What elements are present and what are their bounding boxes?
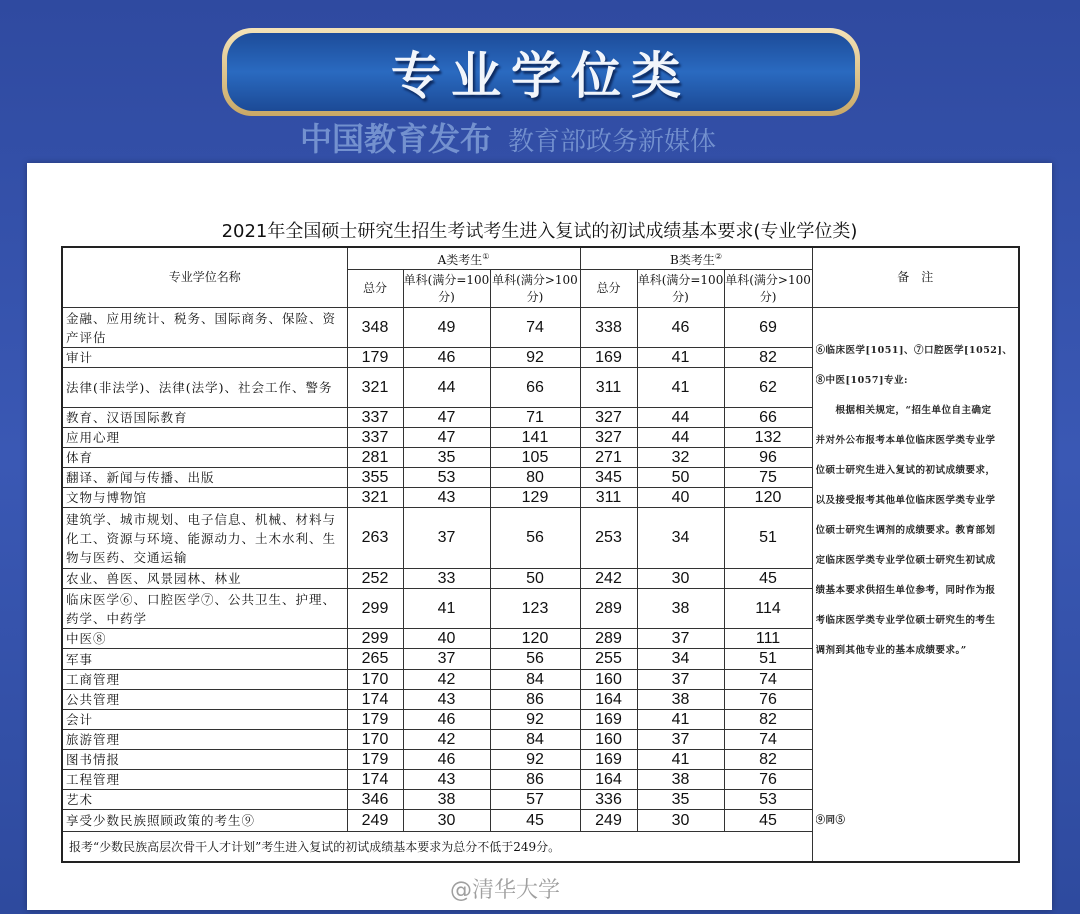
score-b-1: 30 bbox=[637, 810, 724, 832]
score-b-2: 45 bbox=[724, 569, 812, 589]
remark-line: 定临床医学类专业学位硕士研究生初试成 bbox=[815, 555, 996, 566]
degree-name: 文物与博物馆 bbox=[62, 488, 347, 508]
score-b-2: 62 bbox=[724, 368, 812, 408]
remark-cell bbox=[812, 308, 1019, 862]
score-a-2: 84 bbox=[490, 730, 580, 750]
score-b-0: 255 bbox=[580, 649, 637, 670]
score-b-0: 169 bbox=[580, 348, 637, 368]
score-a-2: 86 bbox=[490, 690, 580, 710]
weibo-watermark: @清华大学 bbox=[450, 878, 561, 903]
header-group-a: A类考生① bbox=[347, 247, 580, 270]
score-b-2: 120 bbox=[724, 488, 812, 508]
document-paper bbox=[27, 163, 1052, 910]
score-a-2: 56 bbox=[490, 649, 580, 670]
degree-name: 旅游管理 bbox=[62, 730, 347, 750]
header-b-total: 总分 bbox=[580, 270, 637, 308]
score-a-1: 38 bbox=[403, 790, 490, 810]
score-b-2: 69 bbox=[724, 308, 812, 348]
score-b-2: 82 bbox=[724, 348, 812, 368]
score-b-0: 160 bbox=[580, 670, 637, 690]
score-b-2: 45 bbox=[724, 810, 812, 832]
score-a-1: 46 bbox=[403, 750, 490, 770]
score-a-0: 252 bbox=[347, 569, 403, 589]
score-a-0: 179 bbox=[347, 710, 403, 730]
header-b-single-100: 单科(满分=100分) bbox=[637, 270, 724, 308]
score-a-1: 42 bbox=[403, 670, 490, 690]
remark-line: 考临床医学类专业学位硕士研究生的考生 bbox=[815, 615, 996, 626]
score-b-1: 41 bbox=[637, 710, 724, 730]
score-a-0: 174 bbox=[347, 690, 403, 710]
score-a-1: 40 bbox=[403, 629, 490, 649]
score-a-0: 170 bbox=[347, 670, 403, 690]
score-b-1: 41 bbox=[637, 750, 724, 770]
score-b-0: 249 bbox=[580, 810, 637, 832]
score-b-2: 51 bbox=[724, 649, 812, 670]
score-a-0: 263 bbox=[347, 508, 403, 569]
score-b-0: 253 bbox=[580, 508, 637, 569]
score-a-1: 44 bbox=[403, 368, 490, 408]
score-b-2: 132 bbox=[724, 428, 812, 448]
score-table bbox=[61, 246, 1020, 863]
score-a-1: 41 bbox=[403, 589, 490, 629]
footer-note: 报考“少数民族高层次骨干人才计划”考生进入复试的初试成绩基本要求为总分不低于249分。 bbox=[62, 832, 812, 862]
score-a-0: 170 bbox=[347, 730, 403, 750]
score-a-2: 123 bbox=[490, 589, 580, 629]
score-a-0: 337 bbox=[347, 408, 403, 428]
score-a-1: 43 bbox=[403, 770, 490, 790]
score-b-1: 44 bbox=[637, 408, 724, 428]
score-a-0: 281 bbox=[347, 448, 403, 468]
degree-name: 法律(非法学)、法律(法学)、社会工作、警务 bbox=[62, 368, 347, 408]
degree-name: 中医⑧ bbox=[62, 629, 347, 649]
score-b-0: 169 bbox=[580, 750, 637, 770]
score-a-2: 80 bbox=[490, 468, 580, 488]
header-b-single-gt100: 单科(满分>100分) bbox=[724, 270, 812, 308]
score-b-2: 51 bbox=[724, 508, 812, 569]
score-b-1: 41 bbox=[637, 368, 724, 408]
score-a-2: 141 bbox=[490, 428, 580, 448]
score-b-0: 338 bbox=[580, 308, 637, 348]
remark-line: ⑥临床医学[1051]、⑦口腔医学[1052]、 bbox=[815, 345, 1013, 356]
score-b-2: 111 bbox=[724, 629, 812, 649]
degree-name: 建筑学、城市规划、电子信息、机械、材料与化工、资源与环境、能源动力、土木水利、生物与医药、交通运输 bbox=[62, 508, 347, 569]
score-a-2: 120 bbox=[490, 629, 580, 649]
score-b-1: 46 bbox=[637, 308, 724, 348]
degree-name: 享受少数民族照顾政策的考生⑨ bbox=[62, 810, 347, 832]
score-b-0: 164 bbox=[580, 770, 637, 790]
remark-line: 以及接受报考其他单位临床医学类专业学 bbox=[815, 495, 996, 506]
score-a-2: 92 bbox=[490, 710, 580, 730]
score-b-1: 50 bbox=[637, 468, 724, 488]
degree-name: 公共管理 bbox=[62, 690, 347, 710]
score-b-1: 37 bbox=[637, 629, 724, 649]
score-b-1: 38 bbox=[637, 589, 724, 629]
score-a-0: 299 bbox=[347, 589, 403, 629]
score-a-0: 355 bbox=[347, 468, 403, 488]
score-b-0: 311 bbox=[580, 368, 637, 408]
score-a-0: 179 bbox=[347, 750, 403, 770]
watermark-line2: 教育部政务新媒体 bbox=[508, 127, 717, 157]
degree-name: 艺术 bbox=[62, 790, 347, 810]
score-a-0: 348 bbox=[347, 308, 403, 348]
score-a-1: 37 bbox=[403, 508, 490, 569]
banner-title: 专业学位类 bbox=[391, 47, 691, 105]
score-b-0: 289 bbox=[580, 629, 637, 649]
header-remark: 备 注 bbox=[812, 247, 1019, 308]
score-b-0: 169 bbox=[580, 710, 637, 730]
score-b-2: 76 bbox=[724, 770, 812, 790]
score-b-0: 271 bbox=[580, 448, 637, 468]
remark-line: ⑧中医[1057]专业: bbox=[815, 375, 908, 386]
remark-line: 位硕士研究生调剂的成绩要求。教育部划 bbox=[815, 525, 996, 536]
remark-line: 并对外公布报考本单位临床医学类专业学 bbox=[815, 435, 996, 446]
score-a-2: 92 bbox=[490, 750, 580, 770]
score-b-1: 32 bbox=[637, 448, 724, 468]
header-a-single-gt100: 单科(满分>100分) bbox=[490, 270, 580, 308]
score-b-0: 289 bbox=[580, 589, 637, 629]
score-a-1: 33 bbox=[403, 569, 490, 589]
score-b-1: 34 bbox=[637, 508, 724, 569]
score-b-1: 41 bbox=[637, 348, 724, 368]
score-a-1: 43 bbox=[403, 690, 490, 710]
score-a-1: 49 bbox=[403, 308, 490, 348]
degree-name: 翻译、新闻与传播、出版 bbox=[62, 468, 347, 488]
score-a-0: 321 bbox=[347, 488, 403, 508]
score-a-1: 30 bbox=[403, 810, 490, 832]
score-b-2: 74 bbox=[724, 730, 812, 750]
remark-line: 调剂到其他专业的基本成绩要求。” bbox=[815, 645, 967, 656]
score-a-1: 46 bbox=[403, 710, 490, 730]
score-a-2: 66 bbox=[490, 368, 580, 408]
score-b-1: 38 bbox=[637, 770, 724, 790]
score-a-0: 174 bbox=[347, 770, 403, 790]
header-a-total: 总分 bbox=[347, 270, 403, 308]
remark-line: 绩基本要求供招生单位参考，同时作为报 bbox=[815, 585, 996, 596]
score-b-1: 37 bbox=[637, 730, 724, 750]
score-b-2: 114 bbox=[724, 589, 812, 629]
score-a-2: 50 bbox=[490, 569, 580, 589]
score-a-2: 74 bbox=[490, 308, 580, 348]
banner bbox=[222, 28, 860, 116]
score-b-0: 327 bbox=[580, 408, 637, 428]
remark-note9: ⑨同⑤ bbox=[815, 815, 846, 826]
degree-name: 审计 bbox=[62, 348, 347, 368]
score-a-2: 92 bbox=[490, 348, 580, 368]
score-b-2: 75 bbox=[724, 468, 812, 488]
score-b-1: 44 bbox=[637, 428, 724, 448]
score-b-2: 82 bbox=[724, 750, 812, 770]
score-a-0: 179 bbox=[347, 348, 403, 368]
score-a-1: 37 bbox=[403, 649, 490, 670]
degree-name: 体育 bbox=[62, 448, 347, 468]
score-b-1: 34 bbox=[637, 649, 724, 670]
score-b-0: 242 bbox=[580, 569, 637, 589]
score-b-0: 160 bbox=[580, 730, 637, 750]
score-b-0: 311 bbox=[580, 488, 637, 508]
degree-name: 临床医学⑥、口腔医学⑦、公共卫生、护理、药学、中药学 bbox=[62, 589, 347, 629]
score-a-0: 321 bbox=[347, 368, 403, 408]
score-a-2: 45 bbox=[490, 810, 580, 832]
score-b-0: 345 bbox=[580, 468, 637, 488]
score-b-0: 327 bbox=[580, 428, 637, 448]
score-b-1: 40 bbox=[637, 488, 724, 508]
score-a-2: 71 bbox=[490, 408, 580, 428]
score-a-2: 56 bbox=[490, 508, 580, 569]
watermark-line1: 中国教育发布 bbox=[300, 120, 493, 158]
score-a-2: 86 bbox=[490, 770, 580, 790]
score-a-0: 265 bbox=[347, 649, 403, 670]
header-group-b: B类考生② bbox=[580, 247, 812, 270]
degree-name: 图书情报 bbox=[62, 750, 347, 770]
score-b-1: 37 bbox=[637, 670, 724, 690]
remark-line: 根据相关规定，“招生单位自主确定 bbox=[815, 405, 992, 416]
score-a-2: 129 bbox=[490, 488, 580, 508]
score-a-2: 84 bbox=[490, 670, 580, 690]
score-b-2: 66 bbox=[724, 408, 812, 428]
degree-name: 会计 bbox=[62, 710, 347, 730]
score-a-1: 35 bbox=[403, 448, 490, 468]
header-name: 专业学位名称 bbox=[62, 247, 347, 308]
score-b-1: 30 bbox=[637, 569, 724, 589]
degree-name: 农业、兽医、风景园林、林业 bbox=[62, 569, 347, 589]
score-b-2: 53 bbox=[724, 790, 812, 810]
degree-name: 金融、应用统计、税务、国际商务、保险、资产评估 bbox=[62, 308, 347, 348]
score-a-1: 42 bbox=[403, 730, 490, 750]
score-b-2: 96 bbox=[724, 448, 812, 468]
degree-name: 工商管理 bbox=[62, 670, 347, 690]
degree-name: 工程管理 bbox=[62, 770, 347, 790]
score-a-1: 43 bbox=[403, 488, 490, 508]
score-a-2: 105 bbox=[490, 448, 580, 468]
degree-name: 军事 bbox=[62, 649, 347, 670]
score-b-0: 164 bbox=[580, 690, 637, 710]
score-a-0: 346 bbox=[347, 790, 403, 810]
table-row bbox=[62, 308, 1019, 348]
score-b-2: 74 bbox=[724, 670, 812, 690]
watermark bbox=[300, 120, 716, 161]
score-b-1: 38 bbox=[637, 690, 724, 710]
degree-name: 应用心理 bbox=[62, 428, 347, 448]
score-a-1: 46 bbox=[403, 348, 490, 368]
score-b-1: 35 bbox=[637, 790, 724, 810]
remark-line: 位硕士研究生进入复试的初试成绩要求， bbox=[815, 465, 996, 476]
score-a-0: 337 bbox=[347, 428, 403, 448]
score-b-0: 336 bbox=[580, 790, 637, 810]
score-a-0: 299 bbox=[347, 629, 403, 649]
degree-name: 教育、汉语国际教育 bbox=[62, 408, 347, 428]
score-a-1: 53 bbox=[403, 468, 490, 488]
score-a-1: 47 bbox=[403, 428, 490, 448]
score-a-1: 47 bbox=[403, 408, 490, 428]
score-a-0: 249 bbox=[347, 810, 403, 832]
header-a-single-100: 单科(满分=100分) bbox=[403, 270, 490, 308]
score-b-2: 76 bbox=[724, 690, 812, 710]
score-b-2: 82 bbox=[724, 710, 812, 730]
score-a-2: 57 bbox=[490, 790, 580, 810]
document-title: 2021年全国硕士研究生招生考试考生进入复试的初试成绩基本要求(专业学位类) bbox=[221, 221, 858, 242]
